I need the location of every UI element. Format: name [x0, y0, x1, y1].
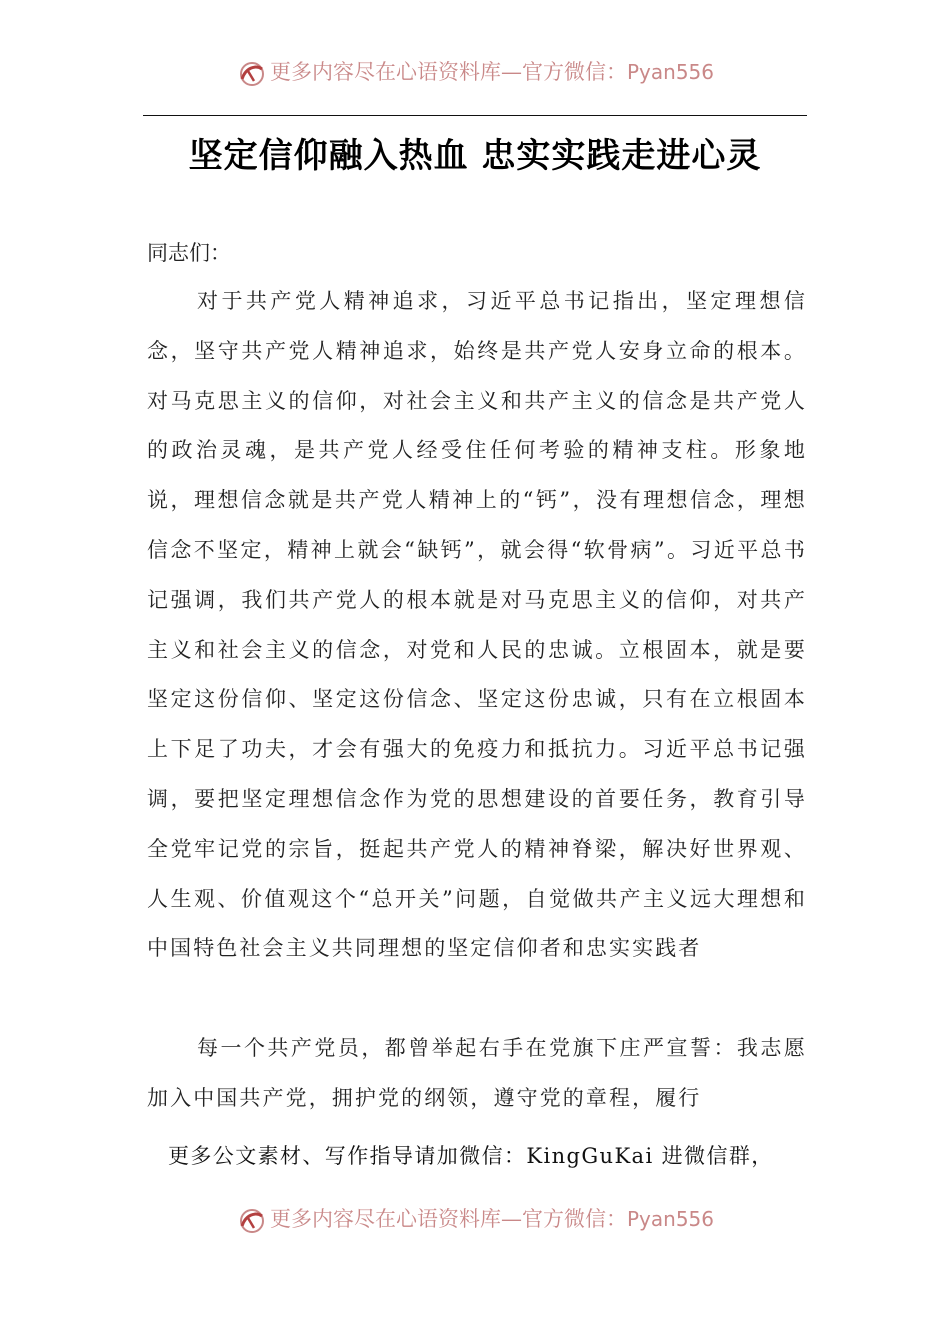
footer-watermark: [0, 1203, 950, 1236]
salutation: 同志们：: [147, 241, 231, 265]
brand-logo-icon: [236, 59, 266, 89]
watermark-wechat-id: Pyan556: [626, 1207, 714, 1231]
header-rule: [143, 115, 807, 116]
brand-logo-icon: [236, 1206, 266, 1236]
paragraph-1: 对于共产党人精神追求，习近平总书记指出，坚定理想信念，坚守共产党人精神追求，始终是共产党人安身立命的根本。对马克思主义的信仰，对社会主义和共产主义的信念是共产党人的政治灵魂，是共产党人经受住任何考验的精神支柱。形象地说，理想信念就是共产党人精神上的“钙”，没有理想信念，理想信念不坚定，精神上就会“缺钙”，就会得“软骨病”。习近平总书记强调，我们共产党人的根本就是对马克思主义的信仰，对共产主义和社会主义的信念，对党和人民的忠诚。立根固本，就是要坚定这份信仰、坚定这份信念、坚定这份忠诚，只有在立根固本上下足了功夫，才会有强大的免疫力和抵抗力。习近平总书记强调，要把坚定理想信念作为党的思想建设的首要任务，教育引导全党牢记党的宗旨，挺起共产党人的精神脊梁，解决好世界观、人生观、价值观这个“总开关”问题，自觉做共产主义远大理想和中国特色社会主义共同理想的坚定信仰者和忠实实践者: [147, 289, 807, 961]
header-watermark: [0, 56, 950, 89]
footer-note: 更多公文素材、写作指导请加微信：KingGuKai 进微信群，: [168, 1144, 774, 1168]
watermark-separator: —: [500, 1207, 522, 1231]
watermark-brand: 更多内容尽在心语资料库: [269, 1207, 501, 1231]
document-title: 坚定信仰融入热血 忠实实践走进心灵: [188, 136, 762, 176]
watermark-separator: —: [500, 60, 522, 84]
watermark-wechat-label: 官方微信：: [521, 60, 627, 84]
watermark-wechat-id: Pyan556: [626, 60, 714, 84]
paragraph-2: 每一个共产党员，都曾举起右手在党旗下庄严宣誓：我志愿加入中国共产党，拥护党的纲领，遵守党的章程，履行: [147, 1036, 807, 1110]
watermark-wechat-label: 官方微信：: [521, 1207, 627, 1231]
watermark-brand: 更多内容尽在心语资料库: [269, 60, 501, 84]
